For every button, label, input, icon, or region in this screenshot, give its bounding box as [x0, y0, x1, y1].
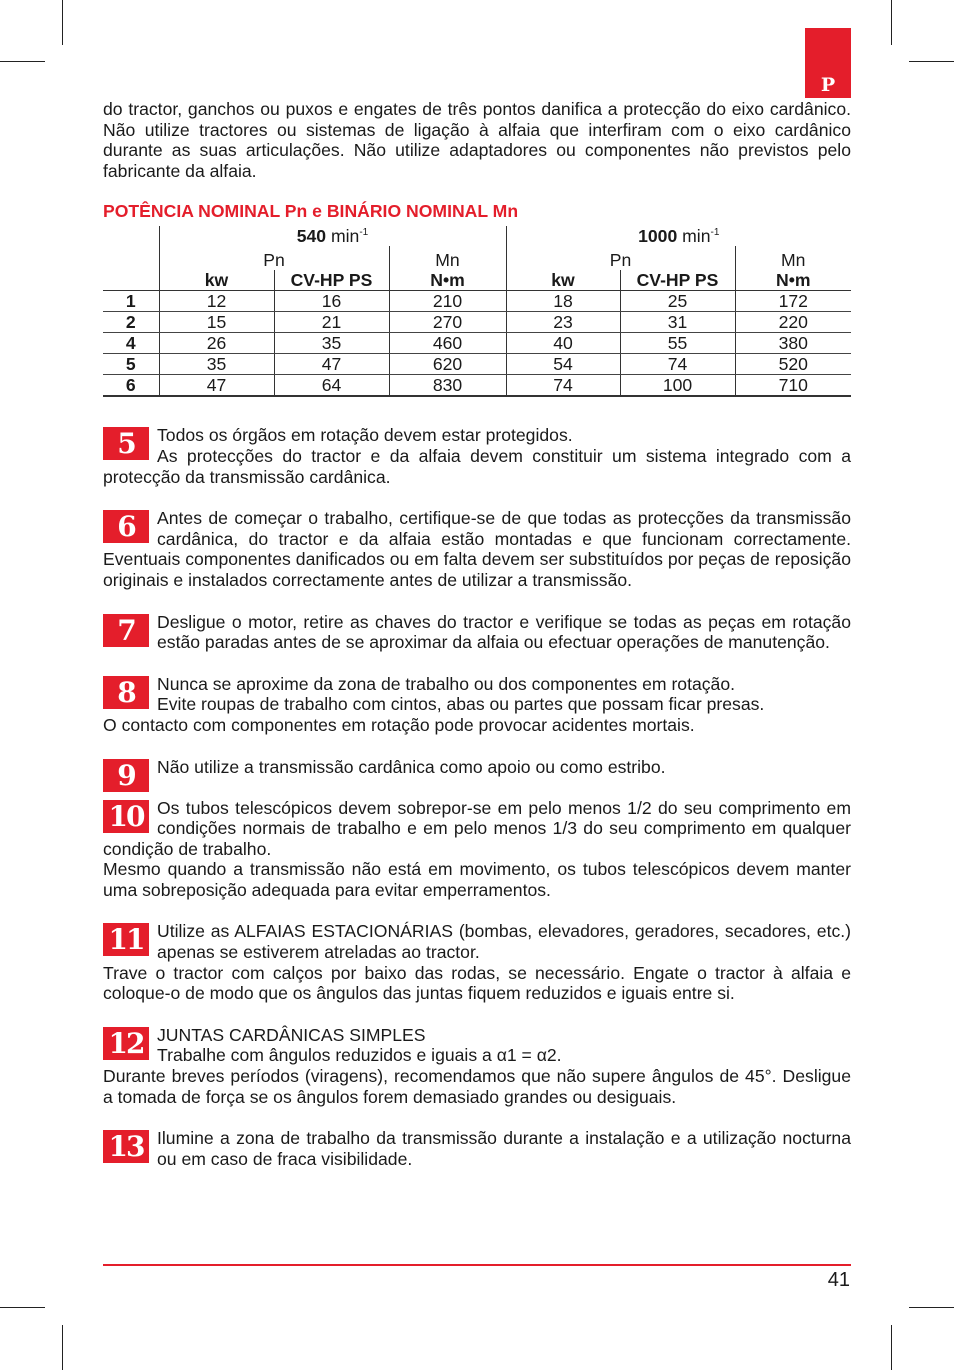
table-row: 5 35 47 620 54 74 520	[103, 354, 851, 375]
item-text: Os tubos telescópicos devem sobrepor-se em pelo menos 1/2 do seu comprimento em condições normais de trabalho e em pelo menos 1/3 do seu comprimento em qualquer condição de trabalho.	[103, 797, 851, 859]
item-text: JUNTAS CARDÂNICAS SIMPLES	[157, 1024, 426, 1045]
page-number: 41	[827, 1269, 850, 1291]
crop-mark	[62, 0, 63, 45]
table-row: 2 15 21 270 23 31 220	[103, 312, 851, 333]
col-nm: N•m	[389, 270, 506, 291]
item-text: Não utilize a transmissão cardânica como apoio ou como estribo.	[157, 756, 666, 777]
language-tab-label: P	[820, 74, 836, 96]
item-number-badge: 7	[103, 614, 149, 647]
item-text: Nunca se aproxime da zona de trabalho ou dos componentes em rotação.	[157, 673, 736, 694]
item-number-badge: 9	[103, 759, 149, 792]
item-text: Antes de começar o trabalho, certifique-se de que todas as protecções da transmissão cardânica, do tractor e da alfaia estão montadas e que funcionam correctamente. Eventuais componentes danificados ou em falta devem ser substituídos por peças de reposição originais e instalados correctamente antes de utilizar a transmissão.	[103, 508, 851, 590]
item-number-badge: 5	[103, 427, 149, 460]
footer-divider	[103, 1264, 851, 1266]
item-text: Ilumine a zona de trabalho da transmissão durante a instalação e a utilização nocturna ou em caso de fraca visibilidade.	[157, 1128, 851, 1169]
item-text: Mesmo quando a transmissão não está em movimento, os tubos telescópicos devem manter uma sobreposição adequada para evitar emperramentos.	[103, 859, 851, 900]
table-title: POTÊNCIA NOMINAL Pn e BINÁRIO NOMINAL Mn	[103, 201, 519, 222]
pn-header: Pn	[159, 246, 389, 270]
safety-item-11	[103, 921, 851, 1003]
crop-mark	[62, 1325, 63, 1370]
col-cv: CV-HP PS	[620, 270, 735, 291]
crop-mark	[909, 61, 954, 62]
col-nm: N•m	[735, 270, 851, 291]
item-number-badge: 6	[103, 510, 149, 543]
page-content	[103, 99, 851, 1190]
crop-mark	[0, 1307, 45, 1308]
power-torque-table	[103, 226, 851, 397]
mn-header: Mn	[735, 246, 851, 270]
col-kw: kw	[159, 270, 274, 291]
col-cv: CV-HP PS	[274, 270, 389, 291]
table-row: 1 12 16 210 18 25 172	[103, 291, 851, 312]
item-number-badge: 10	[103, 800, 149, 833]
pn-header: Pn	[506, 246, 735, 270]
safety-item-12	[103, 1025, 851, 1107]
item-number-badge: 8	[103, 676, 149, 709]
crop-mark	[0, 61, 45, 62]
col-kw: kw	[506, 270, 620, 291]
crop-mark	[909, 1307, 954, 1308]
crop-mark	[891, 1325, 892, 1370]
item-text: O contacto com componentes em rotação pode provocar acidentes mortais.	[103, 714, 695, 735]
item-text: Todos os órgãos em rotação devem estar protegidos.	[157, 425, 573, 446]
table-row: 6 47 64 830 74 100 710	[103, 375, 851, 397]
safety-item-13	[103, 1128, 851, 1169]
language-tab	[805, 28, 851, 98]
intro-paragraph: do tractor, ganchos ou puxos e engates de três pontos danifica a protecção do eixo cardânico. Não utilize tractores ou sistemas de ligação à alfaia que interfiram com o eixo cardânico durante as suas articulações. Não utilize adaptadores ou componentes não previstos pelo fabricante da alfaia.	[103, 99, 851, 181]
safety-item-5	[103, 425, 851, 487]
item-number-badge: 11	[103, 923, 149, 956]
item-text: Trave o tractor com calços por baixo das rodas, se necessário. Engate o tractor à alfaia e coloque-o de modo que os ângulos das juntas fiquem reduzidos e iguais entre si.	[103, 962, 851, 1004]
speed-540-header: 540 $\min^{-1}$	[159, 226, 506, 246]
speed-1000-header: 1000 $\min^{-1}$	[506, 226, 851, 246]
safety-item-6	[103, 508, 851, 590]
item-text: As protecções do tractor e da alfaia devem constituir um sistema integrado com a protecção da transmissão cardânica.	[103, 445, 851, 487]
mn-header: Mn	[389, 246, 506, 270]
item-text: Durante breves períodos (viragens), recomendamos que não supere ângulos de 45°. Desligue a tomada de força se os ângulos forem demasiado grandes ou desiguais.	[103, 1066, 851, 1107]
safety-item-8	[103, 674, 851, 736]
item-text: Utilize as ALFAIAS ESTACIONÁRIAS (bombas, elevadores, geradores, secadores, etc.) apenas se estiverem atreladas ao tractor.	[157, 921, 851, 963]
safety-item-10	[103, 798, 851, 901]
item-number-badge: 12	[103, 1027, 149, 1060]
table-row: 4 26 35 460 40 55 380	[103, 333, 851, 354]
safety-item-9	[103, 757, 851, 790]
item-number-badge: 13	[103, 1130, 149, 1163]
item-text: Trabalhe com ângulos reduzidos e iguais a α1 = α2.	[157, 1045, 562, 1066]
crop-mark	[891, 0, 892, 45]
safety-item-7	[103, 612, 851, 653]
item-text: Evite roupas de trabalho com cintos, abas ou partes que possam ficar presas.	[157, 694, 765, 715]
item-text: Desligue o motor, retire as chaves do tractor e verifique se todas as peças em rotação estão paradas antes de se aproximar da alfaia ou efectuar operações de manutenção.	[157, 611, 851, 653]
